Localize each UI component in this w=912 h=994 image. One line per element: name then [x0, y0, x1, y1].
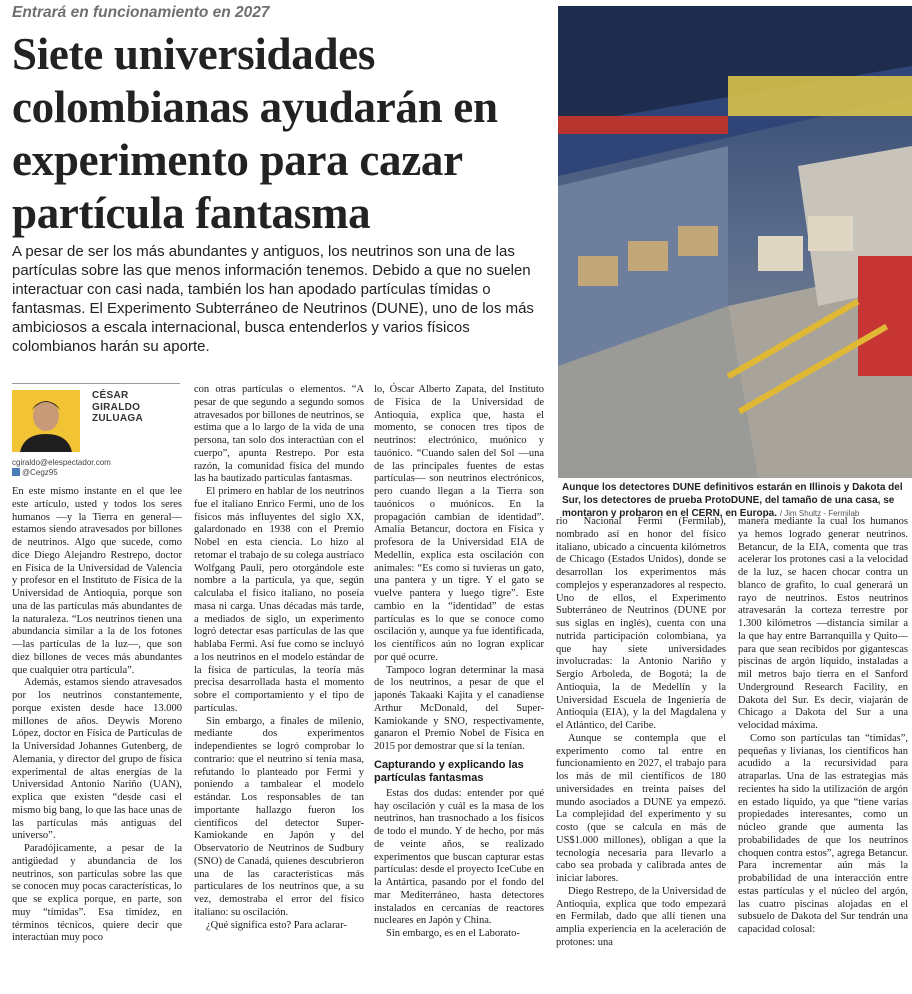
body-column-2	[194, 384, 364, 932]
paragraph: Paradójicamente, a pesar de la antigüedad y abundancia de los neutrinos, son partículas sobre las que se conocen muy pocas características, lo que se explica porque, en parte, son muy “tímidas”. Esa timidez, en términos técnicos, quiere decir que interactúan muy poco	[12, 843, 182, 944]
paragraph: Estas dos dudas: entender por qué hay oscilación y cuál es la masa de los neutrinos, han trasnochado a los físicos de todo el mundo. Y de hecho, por más de veinte años, se realizado experimentos que buscan capturar estas partículas: desde el proyecto IceCube en la Antártica, pasando por el fondo del mar Mediterráneo, hasta detectores instalados en cercanías de reactores nucleares en Japón y China.	[374, 787, 544, 927]
photo-caption	[562, 481, 908, 520]
body-column-1	[12, 486, 182, 945]
photo-credit: / Jim Shultz - Fermilab	[779, 509, 860, 518]
paragraph: El primero en hablar de los neutrinos fue el italiano Enrico Fermi, uno de los físicos más influyentes del siglo XX, galardonado en 1938 con el Premio Nobel en esta ciencia. Lo hizo al retomar el trabajo de su colega austríaco Wolfgang Pauli, pero otorgándole este nombre a la partícula, ya que, según calculaba el físico italiano, no poseía masa ni carga. Unas décadas más tarde, a mediados de siglo, un experimento logró detectar esas partículas de las que hablaba Fermi. Así fue como se incluyó a los neutrinos en el modelo estándar de la física de partículas, la teoría más precisa desarrollada hasta el momento sobre el comportamiento y el tipo de partículas.	[194, 486, 364, 714]
author-contact	[12, 458, 182, 478]
paragraph: Aunque se contempla que el experimento como tal entre en funcionamiento en 2027, el trabajo para los más de mil científicos de 180 universidades en treinta países del mundo asociados a DUNE ya empezó. La complejidad del experimento y su costo (que se calcula en más de US$1.000 millones), obligan a que la tecnología necesaria para llevarlo a cabo sea probada y calibrada antes de iniciar labores.	[556, 732, 726, 884]
paragraph: Tampoco logran determinar la masa de los neutrinos, a pesar de que el japonés Takaaki Kajita y el canadiense Arthur McDonald, del Super-Kamiokande y SNO, respectivamente, ganaron el Premio Nobel de Física en 2015 por demostrar que sí la tenían.	[374, 664, 544, 752]
lead-paragraph: A pesar de ser los más abundantes y antiguos, los neutrinos son una de las partículas sobre las que menos información tenemos. Debido a que no suelen interactuar con casi nada, también los han apodado partículas tímidas o fantasmas. El Experimento Subterráneo de Neutrinos (DUNE), uno de los más ambiciosos a escala internacional, busca entenderlos y varios físicos colombianos harán su aporte.	[12, 243, 534, 355]
paragraph: Además, estamos siendo atravesados por los neutrinos constantemente, porque existen desde hace 13.000 millones de años. Deywis Moreno López, doctor en Física de Partículas de la Universidad Johannes Gutenberg, de Alemania, y director del grupo de física experimental de altas energías de la Universidad Antonio Nariño (UAN), explica que existen “desde casi el mismo big bang, lo que las hace unas de las partículas más antiguas del universo”.	[12, 677, 182, 842]
body-column-3	[374, 384, 544, 941]
byline-divider	[12, 383, 180, 384]
headline: Siete universidades colombianas ayudarán en experimento para cazar partícula fantasma	[12, 29, 498, 238]
paragraph: Sin embargo, es en el Laborato-	[386, 928, 520, 939]
twitter-handle: @Cegz95	[22, 468, 58, 477]
body-column-5	[738, 516, 908, 937]
paragraph: En este mismo instante en el que lee este artículo, usted y todos los seres humanos —y la Tierra en general— estamos siendo atravesados por billones de neutrinos. Algo que sucede, como dice Diego Alejandro Restrepo, doctor en Física de la Universidad de Valencia y profesor en el Instituto de Física de la Universidad de Antioquia, porque son una de las partículas más abundantes de la naturaleza. “Los neutrinos tienen una abundancia similar a la de los fotones —las partículas de la luz—, que son diez billones de veces más abundantes que cualquier otra partícula”.	[12, 486, 182, 676]
author-twitter[interactable]	[12, 468, 182, 478]
paragraph: ¿Qué significa esto? Para aclarar-	[206, 919, 347, 931]
paragraph: con otras partículas o elementos. “A pesar de que segundo a segundo somos atravesados por billones de neutrinos, se estima que a lo largo de la vida de una persona, tan solo dos interactúan con el cuerpo”, apunta Restrepo. Por esta razón, la comunidad física del mundo las ha bautizado partículas fantasmas.	[194, 384, 364, 485]
paragraph: rio Nacional Fermi (Fermilab), nombrado así en honor del físico italiano, ubicado a cincuenta kilómetros de Chicago (Estados Unidos), donde se desarrollan los experimentos más complejos y esperanzadores al respecto. Uno de ellos, el Experimento Subterráneo de Neutrinos (DUNE por sus siglas en inglés), cuenta con una nutrida participación colombiana, ya que hay siete universidades involucradas: la Antonio Nariño y Sergio Arboleda, de Bogotá; la de Antioquia, la de Medellín y la Universidad Escuela de Ingeniería de Antioquia (EIA), y la del Magdalena y el Atlántico, del Caribe.	[556, 516, 726, 731]
paragraph: lo, Óscar Alberto Zapata, del Instituto de Física de la Universidad de Antioquia, explica que, hasta el momento, se conocen tres tipos de neutrinos: electrónico, muónico y tauónico. “Cuando salen del Sol —una de las principales fuentes de estas partículas— son neutrinos electrónicos, pero cuando llegan a la Tierra son tauónicos o muónicos. En la propagación cambian de identidad”. Amalia Betancur, doctora en Física y profesora de la Universidad EIA de Medellín, explica esta oscilación con animales: “Es como si tuvieras un gato, una pantera y un tigre. Y el gato se vuelve pantera y luego tigre”. Este cambio en la “identidad” de estas partículas es lo que se conoce como oscilación y, aunque ya fue identificada, los científicos aún no logran explicar por qué ocurre.	[374, 384, 544, 663]
paragraph: Sin embargo, a finales de milenio, mediante dos experimentos independientes se logró comprobar lo contrario: que el neutrino sí tenía masa, refutando lo planteado por Fermi y poniendo a tambalear el modelo estándar. Los responsables de tan importante hallazgo fueron los científicos del detector Super-Kamiokande en Japón y del Observatorio de Neutrinos de Sudbury (SNO) de Canadá, quienes descubrieron una de las características más particulares de los neutrinos que, a su vez, demostraba el error del físico italiano: su oscilación.	[194, 715, 364, 918]
detector-hall-photo	[558, 6, 912, 478]
detector-hall-illustration	[558, 6, 912, 478]
kicker: Entrará en funcionamiento en 2027	[12, 4, 270, 21]
section-subhead: Capturando y explicando las partículas fantasmas	[374, 758, 524, 784]
author-portrait-icon	[12, 390, 80, 452]
paragraph: Como son partículas tan “tímidas”, pequeñas y livianas, los científicos han acudido a la recursividad para atraparlas. Una de las estrategias más recientes ha sido la utilización de argón en estado líquido, ya que “tiene varias propiedades interesantes, como un núcleo grande que aumenta las probabilidades de que los neutrinos choquen contra estos”, agrega Betancur. Para incrementar aún más la probabilidad de una interacción entre estas partículas y el núcleo del argón, las cuatro piscinas alojadas en el subsuelo de Dakota del Sur tendrán una capacidad colosal:	[738, 732, 908, 935]
author-photo	[12, 390, 80, 452]
author-name: CÉSAR GIRALDO ZULUAGA	[92, 390, 143, 424]
paragraph: manera mediante la cual los humanos ya hemos logrado generar neutrinos. Betancur, de la EIA, comenta que tras acelerar los protones casi a la velocidad de la luz, se hacen chocar contra un blanco de grafito, lo cual generará un rayo de neutrinos. Estos neutrinos atravesarán la corteza terrestre por 1.300 kilómetros —distancia similar a la que hay entre Barranquilla y Quito— para que sean recibidos por gigantescas piscinas de argón líquido, instaladas a mil metros bajo tierra en el Sanford Underground Research Facility, en Dakota del Sur. Es decir, viajarán de Chicago a Dakota del Sur a una velocidad máxima.	[738, 516, 908, 731]
author-email[interactable]: cgiraldo@elespectador.com	[12, 458, 111, 467]
paragraph: Diego Restrepo, de la Universidad de Antioquia, explica que todo empezará en Fermilab, dado que allí tienen una amplia experiencia en la aceleración de protones: una	[556, 885, 726, 948]
twitter-icon	[12, 468, 20, 476]
body-column-4	[556, 516, 726, 950]
caption-text: Aunque los detectores DUNE definitivos estarán en Illinois y Dakota del Sur, los detectores de prueba ProtoDUNE, del tamaño de una casa, se montaron y probaron en el CERN, en Europa.	[562, 482, 903, 519]
